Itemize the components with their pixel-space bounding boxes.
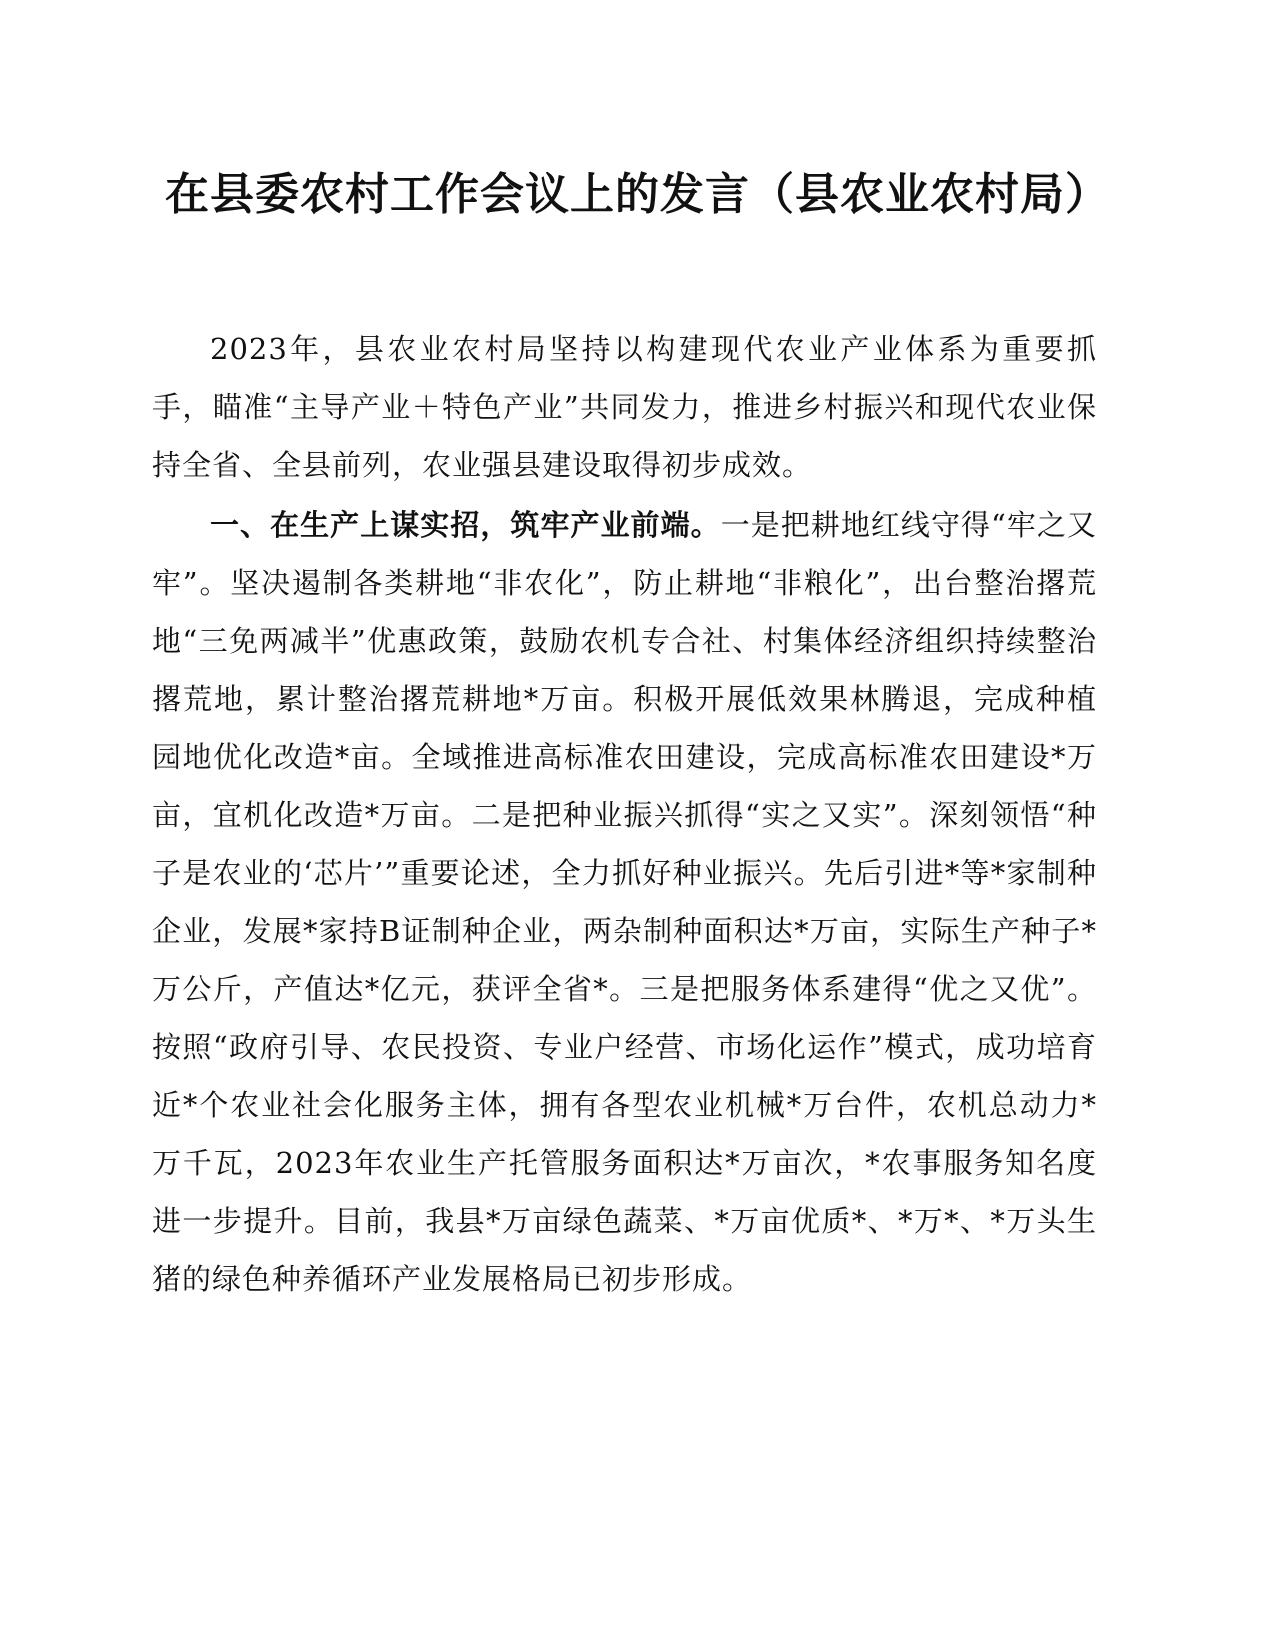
intro-paragraph: 2023年，县农业农村局坚持以构建现代农业产业体系为重要抓手，瞄准“主导产业＋特色产业”共同发力，推进乡村振兴和现代农业保持全省、全县前列，农业强县建设取得初步成效。 <box>152 332 1097 482</box>
section-one-heading: 一、在生产上谋实招，筑牢产业前端。 <box>210 508 721 542</box>
section-one-text: 一是把耕地红线守得“牢之又牢”。坚决遏制各类耕地“非农化”，防止耕地“非粮化”，出台整治撂荒地“三免两减半”优惠政策，鼓励农机专合社、村集体经济组织持续整治撂荒地，累计整治撂荒耕地*万亩。积极开展低效果林腾退，完成种植园地优化改造*亩。全域推进高标准农田建设，完成高标准农田建设*万亩，宜机化改造*万亩。二是把种业振兴抓得“实之又实”。深刻领悟“种子是农业的‘芯片’”重要论述，全力抓好种业振兴。先后引进*等*家制种企业，发展*家持B证制种企业，两杂制种面积达*万亩，实际生产种子*万公斤，产值达*亿元，获评全省*。三是把服务体系建得“优之又优”。按照“政府引导、农民投资、专业户经营、市场化运作”模式，成功培育近*个农业社会化服务主体，拥有各型农业机械*万台件，农机总动力*万千瓦，2023年农业生产托管服务面积达*万亩次，*农事服务知名度进一步提升。目前，我县*万亩绿色蔬菜、*万亩优质*、*万*、*万头生猪的绿色种养循环产业发展格局已初步形成。 <box>152 508 1097 1296</box>
section-one-paragraph <box>152 496 1097 1308</box>
document-body <box>152 320 1097 1308</box>
document-title: 在县委农村工作会议上的发言（县农业农村局） <box>165 169 1110 220</box>
